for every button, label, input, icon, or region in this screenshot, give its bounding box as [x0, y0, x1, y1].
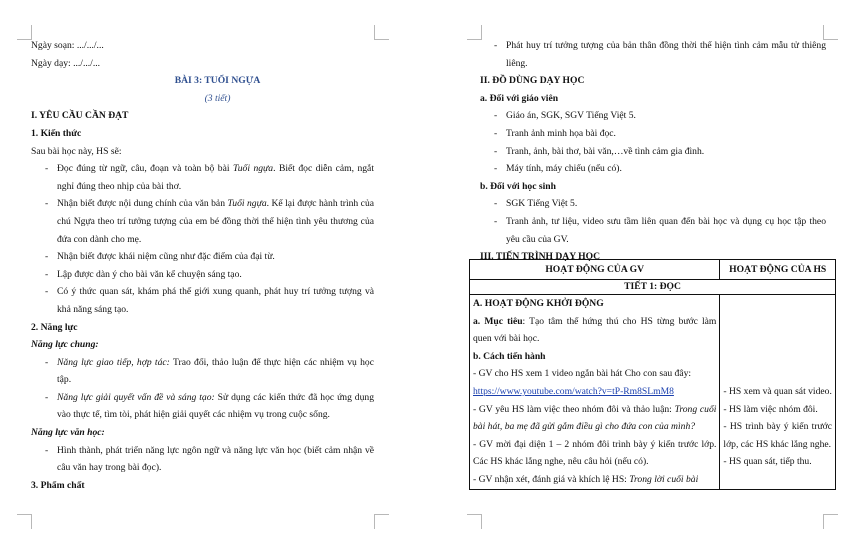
lesson-title: BÀI 3: TUỔI NGỰA	[174, 75, 261, 87]
margin-corner-top-right	[374, 25, 389, 40]
general-competence-item: - Năng lực giao tiếp, hợp tác: Trao đổi, thảo luận để thực hiện các nhiệm vụ học tập.	[45, 356, 374, 386]
literary-competence-item: - Hình thành, phát triển năng lực ngôn ngữ và năng lực văn học (biết cảm nhận về câu văn hay trong bài đọc).	[45, 444, 374, 474]
right-page-content	[480, 37, 826, 266]
student-activity-cell	[720, 295, 836, 490]
literary-competence-label: Năng lực văn học:	[31, 427, 105, 439]
left-page-content	[31, 37, 374, 494]
teacher-step: - GV yêu HS làm việc theo nhóm đôi và thảo luận: Trong cuối bài hát, ba mẹ đã gửi gắm điều gì cho đứa con của mình?	[473, 403, 717, 433]
column-header-student: HOẠT ĐỘNG CỦA HS	[720, 260, 836, 280]
margin-corner-top-left	[17, 25, 32, 40]
procedure-heading: b. Cách tiến hành	[473, 350, 546, 362]
knowledge-item: - Đọc đúng từ ngữ, câu, đoạn và toàn bộ bài Tuổi ngựa. Biết đọc diễn cảm, ngắt nghỉ đúng theo nhịp của bài thơ.	[45, 163, 374, 192]
teacher-material-item: - Giáo án, SGK, SGV Tiếng Việt 5.	[494, 110, 636, 122]
column-header-teacher: HOẠT ĐỘNG CỦA GV	[470, 260, 720, 280]
knowledge-intro: Sau bài học này, HS sẽ:	[31, 145, 122, 157]
knowledge-item: - Nhận biết được nội dung chính của văn bản Tuổi ngựa. Kể lại được hành trình của chú Ngựa theo trí tưởng tượng của em bé đồng thời thể hiện tình yêu thương của đứa con dành cho mẹ.	[45, 198, 374, 245]
teacher-material-item: - Tranh, ảnh, bài thơ, bài văn,…về tình cảm gia đình.	[494, 145, 705, 157]
student-step: - HS xem và quan sát video.	[723, 386, 832, 397]
margin-corner-bottom-left	[467, 514, 482, 529]
table-row	[470, 295, 836, 490]
period-label: TIẾT 1: ĐỌC	[470, 280, 836, 295]
knowledge-item: - Có ý thức quan sát, khám phá thế giới xung quanh, phát huy trí tưởng tượng và khả năng sáng tạo.	[45, 286, 374, 315]
teacher-step: - GV mời đại diện 1 – 2 nhóm đôi trình bày ý kiến trước lớp. Các HS khác lắng nghe, nêu câu hỏi (nếu có).	[473, 438, 717, 468]
table-header-row	[470, 260, 836, 280]
general-competence-label: Năng lực chung:	[31, 339, 99, 351]
date-prepared: Ngày soạn: .../.../...	[31, 40, 104, 51]
margin-corner-bottom-right	[374, 514, 389, 529]
student-step: - HS trình bày ý kiến trước lớp, các HS khác lắng nghe.	[723, 421, 832, 450]
date-taught: Ngày dạy: .../.../...	[31, 57, 101, 69]
competence-heading: 2. Năng lực	[31, 321, 78, 333]
teacher-activity-cell	[470, 295, 720, 490]
student-material-item: - Tranh ảnh, tư liệu, video sưu tầm liên quan đến bài học và dụng cụ học tập theo yêu cầu của GV.	[494, 215, 826, 245]
activity-heading: A. HOẠT ĐỘNG KHỞI ĐỘNG	[473, 298, 604, 309]
student-step: - HS quan sát, tiếp thu.	[723, 456, 812, 468]
teacher-material-item: - Tranh ảnh minh họa bài đọc.	[494, 127, 616, 139]
section-3-heading: III. TIẾN TRÌNH DẠY HỌC	[480, 251, 601, 263]
knowledge-item: - Nhận biết được khái niệm cũng như đặc điểm của đại từ.	[45, 251, 275, 263]
qualities-item: - Phát huy trí tưởng tượng của bản thân đồng thời thể hiện tình cảm mẫu tử thiêng liêng.	[494, 40, 826, 69]
general-competence-item: - Năng lực giải quyết vấn đề và sáng tạo: Sử dụng các kiến thức đã học ứng dụng vào thực tế, tìm tòi, phát hiện giải quyết các nhiệm vụ trong cuộc sống.	[45, 391, 374, 421]
section-2-heading: II. ĐỒ DÙNG DẠY HỌC	[480, 75, 585, 87]
student-materials-heading: b. Đối với học sinh	[480, 180, 556, 192]
teacher-materials-heading: a. Đối với giáo viên	[480, 92, 559, 104]
margin-corner-bottom-left	[17, 514, 32, 529]
student-step: - HS làm việc nhóm đôi.	[723, 403, 818, 415]
lesson-periods: (3 tiết)	[204, 92, 231, 104]
qualities-heading: 3. Phẩm chất	[31, 479, 85, 491]
section-1-heading: I. YÊU CẦU CẦN ĐẠT	[31, 110, 129, 122]
video-link[interactable]: https://www.youtube.com/watch?v=tP-Rm8SLmM8	[473, 385, 674, 397]
objective: a. Mục tiêu: Tạo tâm thế hứng thú cho HS từng bước làm quen với bài học.	[473, 315, 717, 345]
knowledge-heading: 1. Kiến thức	[31, 127, 82, 139]
teacher-step: - GV cho HS xem 1 video ngắn bài hát Cho con sau đây:	[473, 368, 692, 380]
student-material-item: - SGK Tiếng Việt 5.	[494, 198, 578, 210]
teacher-step: - GV nhận xét, đánh giá và khích lệ HS: Trong lời cuối bài	[473, 473, 699, 485]
table-period-row	[470, 280, 836, 295]
knowledge-item: - Lập được dàn ý cho bài văn kể chuyện sáng tạo.	[45, 268, 242, 280]
lesson-plan-table	[469, 259, 836, 490]
teacher-material-item: - Máy tính, máy chiếu (nếu có).	[494, 163, 622, 175]
margin-corner-bottom-right	[823, 514, 838, 529]
